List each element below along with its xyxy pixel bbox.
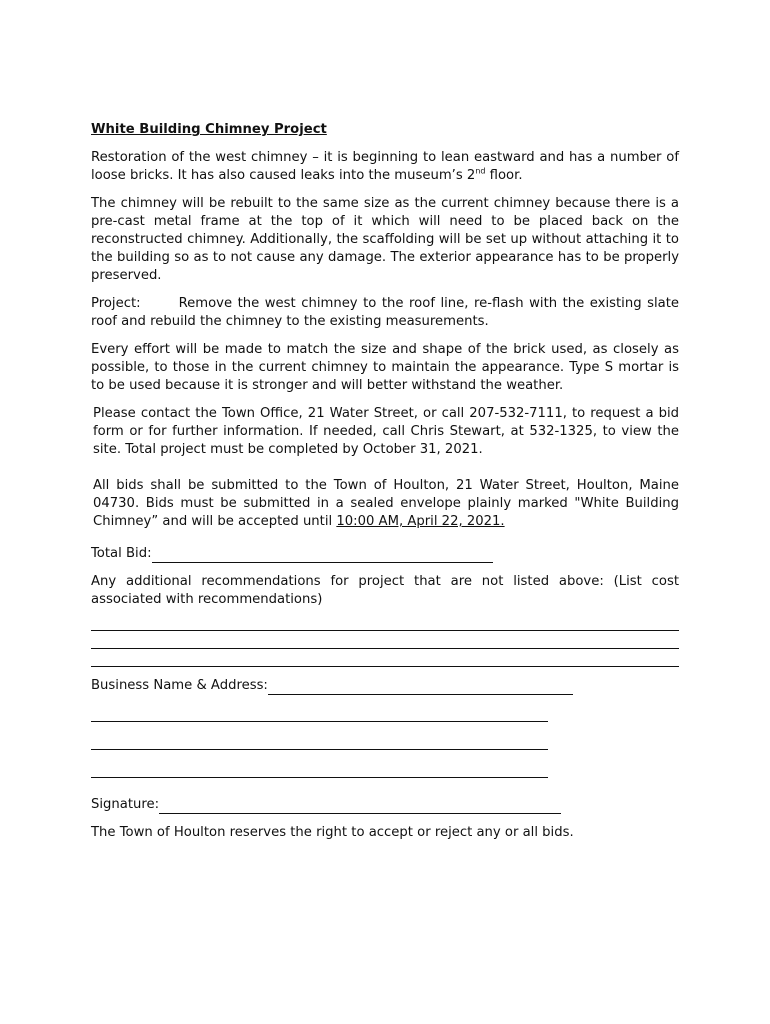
- rebuild-paragraph: The chimney will be rebuilt to the same size as the current chimney because there is a pre-cast metal frame at the top of it which will need to be placed back on the reconstructed chimney. Additionally, the scaffolding will be set up without attaching it to the building so as to not cause any damage. The exterior appearance has to be properly preserved.: [91, 196, 679, 283]
- total-bid-label: Total Bid:: [91, 546, 152, 561]
- total-bid-field[interactable]: [152, 549, 493, 563]
- submission-text: All bids shall be submitted to the Town of Houlton, 21 Water Street, Houlton, Maine 04730. Bids must be submitted in a sealed envelope plainly marked "White Building Chimney” and will be accepted until: [93, 478, 679, 529]
- contact-paragraph: Please contact the Town Office, 21 Water Street, or call 207-532-7111, to request a bid form or for further information. If needed, call Chris Stewart, at 532-1325, to view the site. Total project must be completed by October 31, 2021.: [93, 406, 679, 457]
- total-bid-row: [91, 545, 679, 563]
- document-body: [91, 121, 679, 852]
- restoration-paragraph: [91, 149, 679, 185]
- project-text: Remove the west chimney to the roof line, re-flash with the existing slate roof and rebuild the chimney to the existing measurements.: [91, 296, 679, 329]
- ordinal-suffix: nd: [475, 166, 486, 176]
- submission-paragraph: [91, 477, 679, 531]
- bid-deadline: 10:00 AM, April 22, 2021.: [336, 514, 505, 529]
- recommendations-line-1[interactable]: [91, 613, 679, 631]
- business-field[interactable]: [268, 681, 573, 695]
- signature-row: [91, 796, 679, 814]
- project-label: Project:: [91, 296, 141, 311]
- signature-field[interactable]: [159, 800, 561, 814]
- restoration-text: Restoration of the west chimney – it is beginning to lean eastward and has a number of loose bricks. It has also caused leaks into the museum’s 2: [91, 150, 679, 183]
- signature-label: Signature:: [91, 797, 160, 812]
- address-line-3[interactable]: [91, 763, 548, 778]
- business-row: [91, 677, 679, 695]
- project-paragraph: [91, 295, 679, 331]
- business-label: Business Name & Address:: [91, 678, 268, 693]
- recommendations-line-2[interactable]: [91, 631, 679, 649]
- address-line-2[interactable]: [91, 735, 548, 750]
- closing-statement: The Town of Houlton reserves the right to accept or reject any or all bids.: [91, 825, 574, 840]
- address-line-1[interactable]: [91, 707, 548, 722]
- restoration-text-end: floor.: [485, 168, 523, 183]
- recommendations-label: Any additional recommendations for project that are not listed above: (List cost associated with recommendations): [91, 574, 679, 607]
- document-title: White Building Chimney Project: [91, 122, 327, 137]
- recommendations-line-3[interactable]: [91, 649, 679, 667]
- brick-paragraph: Every effort will be made to match the size and shape of the brick used, as closely as possible, to those in the current chimney to maintain the appearance. Type S mortar is to be used because it is stronger and will better withstand the weather.: [91, 342, 679, 393]
